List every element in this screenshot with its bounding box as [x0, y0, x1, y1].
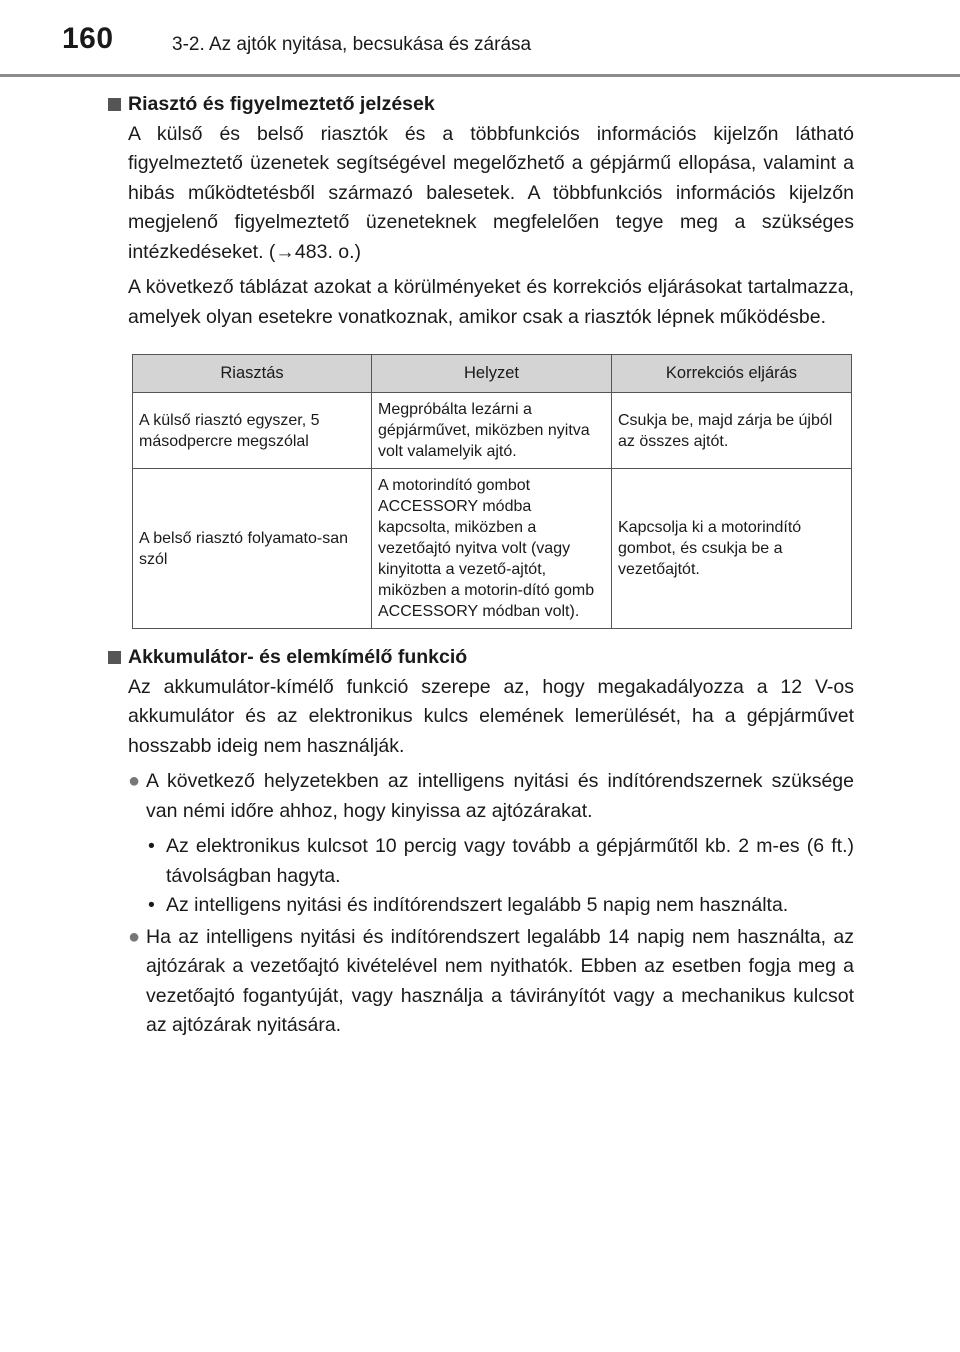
- section-title: 3-2. Az ajtók nyitása, becsukása és zárása: [172, 34, 532, 55]
- header-divider: [0, 74, 960, 77]
- heading-text: Riasztó és figyelmeztető jelzések: [128, 93, 435, 115]
- list-item: [128, 923, 854, 1041]
- list-item: [128, 767, 854, 826]
- sub-list-item: [148, 832, 854, 891]
- list-item-text: A következő helyzetekben az intelligens nyitási és indítórendszernek szüksége van némi időre ahhoz, hogy kinyissa az ajtózárakat.: [146, 770, 854, 822]
- table-cell: Csukja be, majd zárja be újból az összes ajtót.: [612, 393, 852, 469]
- column-header: Helyzet: [372, 355, 612, 393]
- square-bullet-icon: [108, 651, 121, 664]
- section-heading-battery: [108, 643, 854, 673]
- page-content: [108, 90, 854, 1041]
- circle-bullet-icon: ●: [128, 925, 141, 948]
- dot-bullet-icon: •: [148, 835, 155, 857]
- table-header-row: [133, 355, 852, 393]
- table-row: [133, 393, 852, 469]
- table-cell: A belső riasztó folyamato-san szól: [133, 469, 372, 629]
- page-header: [0, 0, 960, 78]
- paragraph: A külső és belső riasztók és a többfunkciós információs kijelzőn látható figyelmeztető üzenetek segítségével megelőzhető a gépjármű ellopása, valamint a hibás működtetésből származó balesetek. A többfunkciós információs kijelzőn megjelenő figyelmeztető üzeneteknek megfelelően tegye meg a szükséges intézkedéseket. (→483. o.): [128, 122, 854, 263]
- circle-bullet-icon: ●: [128, 770, 141, 792]
- section-heading-alarms: [108, 90, 854, 120]
- sub-list-item: [148, 891, 854, 921]
- table-row: [133, 469, 852, 629]
- table-cell: A motorindító gombot ACCESSORY módba kapcsolta, miközben a vezetőajtó nyitva volt (vagy kinyitotta a vezető-ajtót, miközben a motorin-dító gomb ACCESSORY módban volt).: [372, 469, 612, 629]
- column-header: Riasztás: [133, 355, 372, 393]
- sub-list-item-text: Az intelligens nyitási és indítórendszert legalább 5 napig nem használta.: [166, 894, 789, 916]
- dot-bullet-icon: •: [148, 894, 155, 916]
- paragraph: A következő táblázat azokat a körülményeket és korrekciós eljárásokat tartalmazza, amelyek olyan esetekre vonatkoznak, amikor csak a riasztók lépnek működésbe.: [128, 276, 854, 328]
- page-number: 160: [62, 22, 114, 55]
- paragraph: Az akkumulátor-kímélő funkció szerepe az, hogy megakadályozza a 12 V-os akkumulátor és az elektronikus kulcs elemének lemerülését, ha a gépjárművet hosszabb ideig nem használják.: [128, 675, 854, 757]
- heading-text: Akkumulátor- és elemkímélő funkció: [128, 646, 468, 668]
- column-header: Korrekciós eljárás: [612, 355, 852, 393]
- list-item-text: Ha az intelligens nyitási és indítórendszert legalább 14 napig nem használta, az ajtózárak a vezetőajtó kivételével nem nyithatók. Ebben az esetben fogja meg a vezetőajtó fogantyúját, vagy használja a távirányítót vagy a mechanikus kulcsot az ajtózárak nyitására.: [146, 925, 854, 1036]
- sub-list-item-text: Az elektronikus kulcsot 10 percig vagy tovább a gépjárműtől kb. 2 m-es (6 ft.) távolságban hagyta.: [166, 835, 854, 887]
- table-cell: A külső riasztó egyszer, 5 másodpercre megszólal: [133, 393, 372, 469]
- table-cell: Kapcsolja ki a motorindító gombot, és csukja be a vezetőajtót.: [612, 469, 852, 629]
- square-bullet-icon: [108, 98, 121, 111]
- table-cell: Megpróbálta lezárni a gépjárművet, miközben nyitva volt valamelyik ajtó.: [372, 393, 612, 469]
- alarm-table: [132, 354, 852, 629]
